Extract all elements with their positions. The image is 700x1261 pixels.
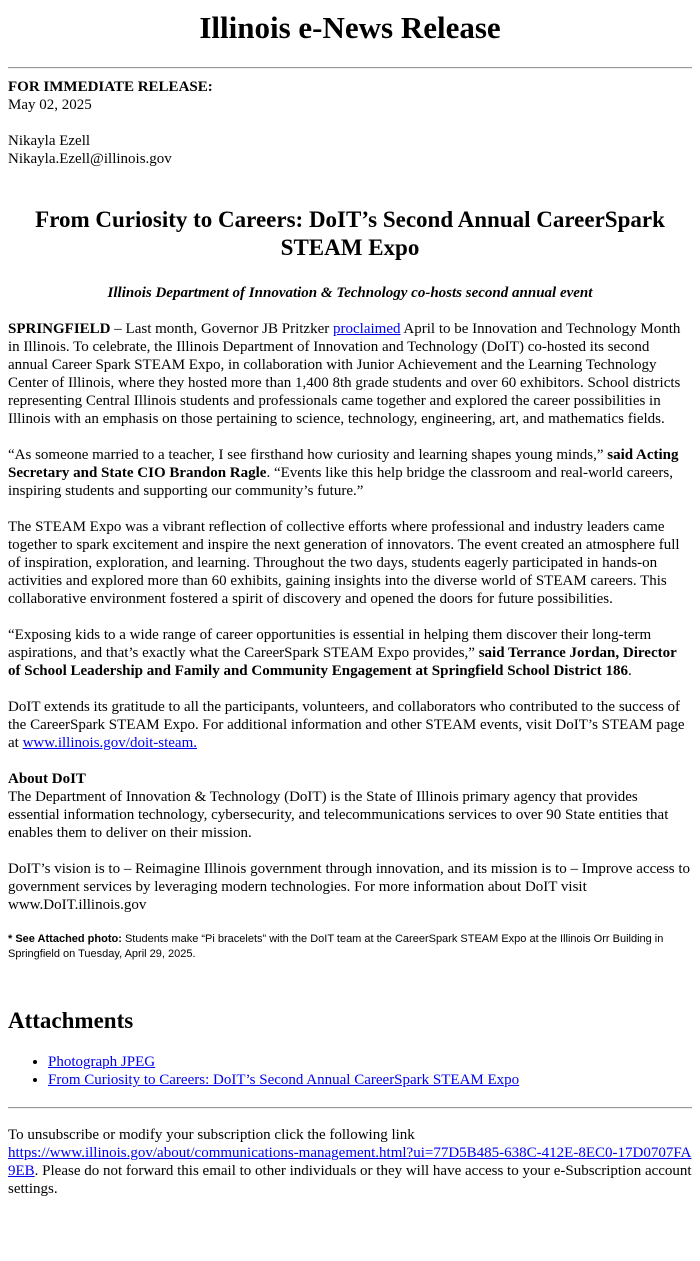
vision-text: DoIT’s vision is to – Reimagine Illinois government through innovation, and its mission is to – Improve access to government services by leveraging modern technologies. For more information about DoIT visit www.DoIT.illinois.gov [8,861,691,913]
release-date: May 02, 2025 [8,97,92,113]
contact-email: Nikayla.Ezell@illinois.gov [8,151,172,167]
top-divider [8,67,692,69]
contact-name: Nikayla Ezell [8,133,91,149]
attachments-heading: Attachments [8,1008,134,1033]
release-meta [8,78,692,168]
banner-title: Illinois e-News Release [199,10,501,45]
about-text: The Department of Innovation & Technology (DoIT) is the State of Illinois primary agency that provides essential information technology, cybersecurity, and telecommunications services to over 90 State entities that enables them to deliver on their mission. [8,789,669,841]
paragraph-jordan-quote: “Exposing kids to a wide range of career opportunities is essential in helping them discover their long-term aspirations, and that’s exactly what the CareerSpark STEAM Expo provides,” said Terrance Jordan, Director of School Leadership and Family and Community Engagement at Springfield School District 186. [8,627,677,679]
unsubscribe-link[interactable]: https://www.illinois.gov/about/communications-management.html?ui=77D5B485-638C-412E-8EC0-17D0707FA9EB [8,1145,692,1179]
list-item [48,1071,692,1089]
article-subhead: Illinois Department of Innovation & Technology co-hosts second annual event [107,285,593,301]
article-headline: From Curiosity to Careers: DoIT’s Second Annual CareerSpark STEAM Expo [35,207,665,260]
unsubscribe-text: To unsubscribe or modify your subscription click the following link https://www.illinois.gov/about/communications-management.html?ui=77D5B485-638C-412E-8EC0-17D0707FA9EB. Please do not forward this email to other individuals or they will have access to your e-Subscription account settings. [8,1127,692,1197]
attachment-photo-link[interactable]: Photograph JPEG [48,1054,156,1070]
attachments-list [8,1053,692,1089]
dateline: SPRINGFIELD [8,321,111,337]
proclaimed-link[interactable]: proclaimed [333,321,401,337]
paragraph-intro: SPRINGFIELD – Last month, Governor JB Pritzker proclaimed April to be Innovation and Technology Month in Illinois. To celebrate, the Illinois Department of Innovation and Technology (DoIT) co-hosted its second annual Career Spark STEAM Expo, in collaboration with Junior Achievement and the Learning Technology Center of Illinois, where they hosted more than 1,400 8th grade students and over 60 exhibitors. School districts representing Central Illinois students and professionals came together and explored the career possibilities in Illinois with an emphasis on those pertaining to science, technology, engineering, art, and mathematics fields. [8,321,681,427]
bottom-divider [8,1107,692,1109]
steam-page-link[interactable]: www.illinois.gov/doit-steam. [22,735,198,751]
quote-attribution: said Terrance Jordan, Director of School Leadership and Family and Community Engagement at Springfield School District 186 [8,645,677,679]
photo-note: * See Attached photo: Students make “Pi bracelets” with the DoIT team at the CareerSpark STEAM Expo at the Illinois Orr Building in Springfield on Tuesday, April 29, 2025. [8,933,664,960]
paragraph-expo: The STEAM Expo was a vibrant reflection of collective efforts where professional and industry leaders came together to spark excitement and inspire the next generation of innovators. The event created an atmosphere full of inspiration, exploration, and learning. Throughout the two days, students eagerly participated in hands-on activities and explored more than 60 exhibits, gaining insights into the diverse world of STEAM careers. This collaborative environment fostered a spirit of discovery and opened the doors for future possibilities. [8,519,680,607]
paragraph-ragle-quote: “As someone married to a teacher, I see firsthand how curiosity and learning shapes young minds,” said Acting Secretary and State CIO Brandon Ragle. “Events like this help bridge the classroom and real-world careers, inspiring students and supporting our community’s future.” [8,447,679,499]
release-label: FOR IMMEDIATE RELEASE: [8,79,213,95]
quote-attribution: said Acting Secretary and State CIO Brandon Ragle [8,447,679,481]
attachment-release-link[interactable]: From Curiosity to Careers: DoIT’s Second Annual CareerSpark STEAM Expo [48,1072,520,1088]
email-page [0,10,700,1198]
list-item [48,1053,692,1071]
paragraph-gratitude: DoIT extends its gratitude to all the participants, volunteers, and collaborators who contributed to the success of the CareerSpark STEAM Expo. For additional information and other STEAM events, visit DoIT’s STEAM page at www.illinois.gov/doit-steam. [8,699,685,751]
about-heading: About DoIT [8,771,86,787]
